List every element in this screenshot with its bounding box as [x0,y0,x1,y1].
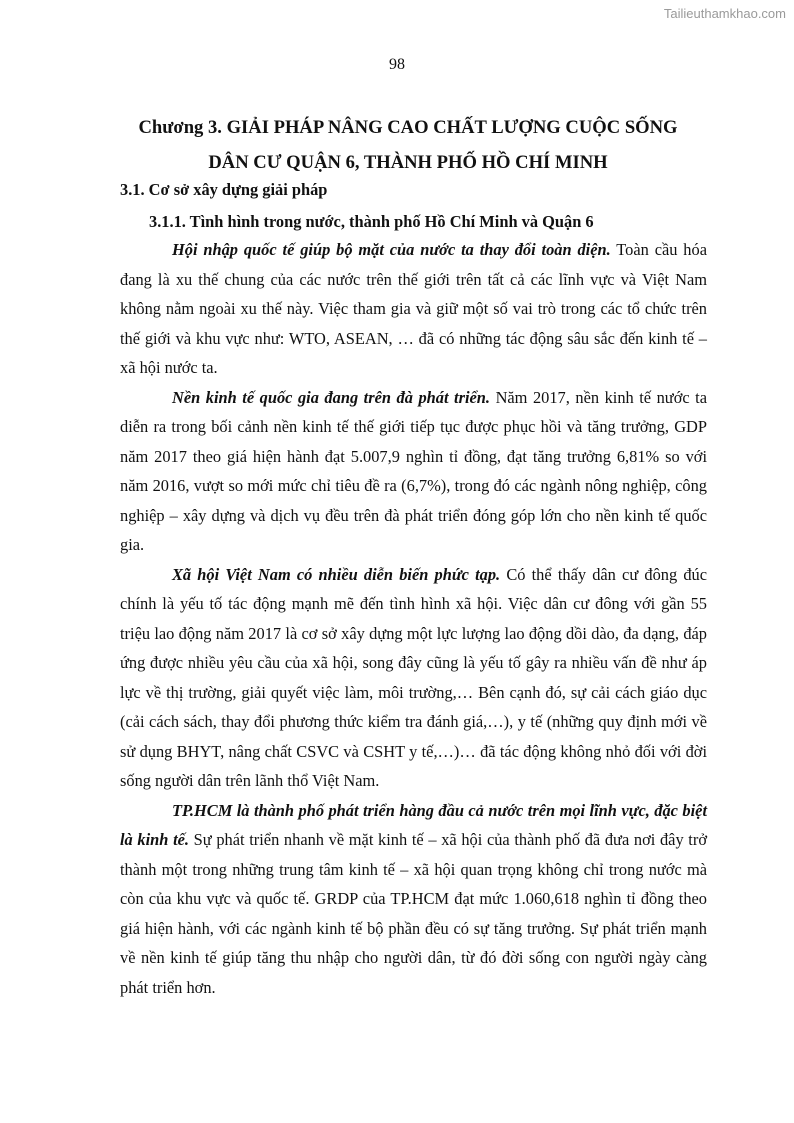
watermark: Tailieuthamkhao.com [663,6,786,21]
paragraph-lead: TP.HCM là thành phố phát triển hàng đầu cả nước trên mọi lĩnh vực, đặc biệt là kinh tế. [120,800,707,849]
paragraph [120,235,707,383]
paragraph-lead: Xã hội Việt Nam có nhiều diễn biến phức tạp. [172,564,501,584]
chapter-title-line-1: Chương 3. GIẢI PHÁP NÂNG CAO CHẤT LƯỢNG CUỘC SỐNG [138,117,678,138]
chapter-title-line-2: DÂN CƯ QUẬN 6, THÀNH PHỐ HỒ CHÍ MINH [208,152,608,173]
body-text [120,235,707,1002]
paragraph-text: Toàn cầu hóa đang là xu thế chung của các nước trên thế giới trên tất cả các lĩnh vực và Việt Nam không nằm ngoài xu thế này. Việc tham gia và giữ một số vai trò trong các tổ chức trên thế giới và khu vực như: WTO, ASEAN, … đã có những tác động sâu sắc đến kinh tế – xã hội nước ta. [120,240,707,377]
paragraph [120,383,707,560]
paragraph [120,796,707,1003]
paragraph-text: Năm 2017, nền kinh tế nước ta diễn ra trong bối cảnh nền kinh tế thế giới tiếp tục được phục hồi và tăng trưởng, GDP năm 2017 theo giá hiện hành đạt 5.007,9 nghìn tỉ đồng, đạt tăng trưởng 6,81% so với năm 2016, vượt so mới mức chỉ tiêu đề ra (6,7%), trong đó các ngành nông nghiệp, công nghiệp – xây dựng và dịch vụ đều trên đà phát triển đóng góp lớn cho nền kinh tế quốc gia. [120,387,707,554]
subsection-heading: 3.1.1. Tình hình trong nước, thành phố Hồ Chí Minh và Quận 6 [149,212,594,231]
paragraph-text: Có thể thấy dân cư đông đúc chính là yếu tố tác động mạnh mẽ đến tình hình xã hội. Việc dân cư đông với gần 55 triệu lao động năm 2017 là cơ sở xây dựng một lực lượng lao động dồi dào, đa dạng, đáp ứng được nhiều yêu cầu của xã hội, song đây cũng là yếu tố gây ra nhiều vấn đề như áp lực về thị trường, giải quyết việc làm, môi trường,… Bên cạnh đó, sự cải cách giáo dục (cải cách sách, thay đổi phương thức kiểm tra đánh giá,…), y tế (những quy định mới về sử dụng BHYT, nâng chất CSVC và CSHT y tế,…)… đã tác động không nhỏ đối với đời sống người dân trên lãnh thổ Việt Nam. [120,564,708,790]
paragraph [120,560,707,796]
page-number: 98 [389,56,405,73]
paragraph-lead: Hội nhập quốc tế giúp bộ mặt của nước ta thay đổi toàn diện. [172,240,611,259]
paragraph-lead: Nền kinh tế quốc gia đang trên đà phát triển. [172,387,491,407]
chapter-title [108,110,708,180]
paragraph-text: Sự phát triển nhanh về mặt kinh tế – xã hội của thành phố đã đưa nơi đây trở thành một trong những trung tâm kinh tế – xã hội quan trọng không chỉ trong nước mà còn của khu vực và quốc tế. GRDP của TP.HCM đạt mức 1.060,618 nghìn tỉ đồng theo giá hiện hành, với các ngành kinh tế bộ phần đều có sự tăng trưởng. Sự phát triển mạnh về nền kinh tế giúp tăng thu nhập cho người dân, từ đó đời sống con người ngày càng phát triển hơn. [120,830,707,997]
section-heading: 3.1. Cơ sở xây dựng giải pháp [120,180,328,199]
